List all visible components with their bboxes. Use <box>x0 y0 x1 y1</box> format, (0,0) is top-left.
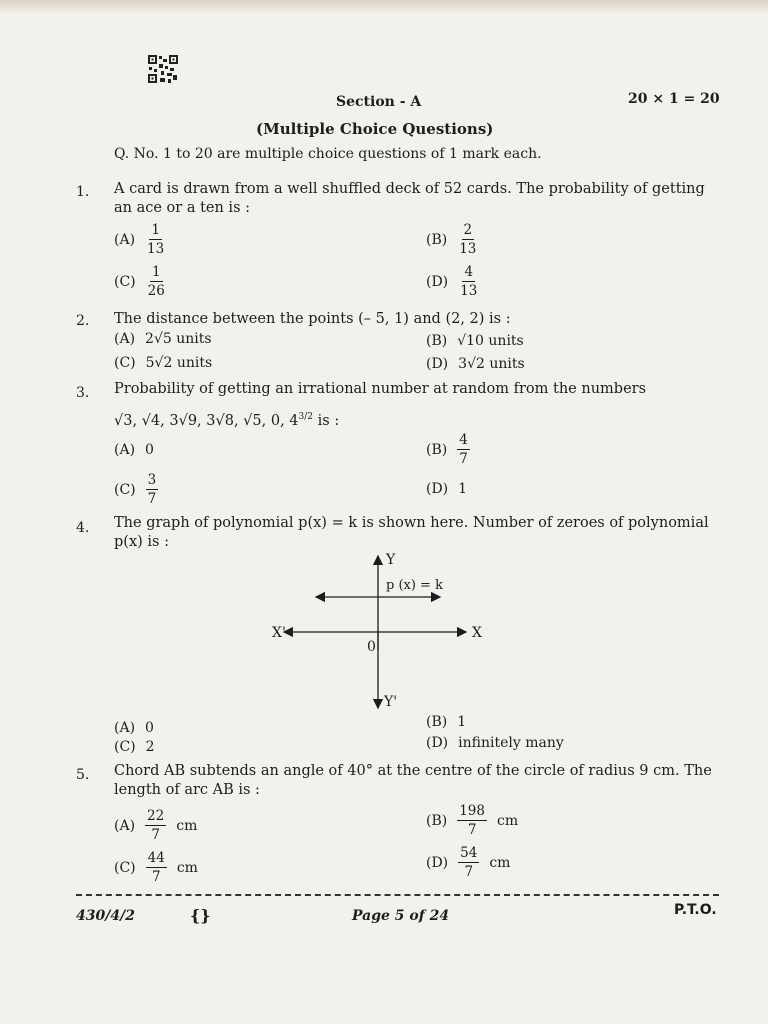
option-d <box>426 735 564 751</box>
denominator: 7 <box>147 491 157 507</box>
option-label: (B) <box>426 812 448 829</box>
numbers-list: √3, √4, 3√9, 3√8, √5, 0, 4 <box>114 412 299 429</box>
unit: cm <box>497 812 519 829</box>
denominator: 7 <box>459 451 468 467</box>
option-b <box>426 714 466 730</box>
numerator: 22 <box>147 808 165 824</box>
option-label: (C) <box>114 481 136 498</box>
pto-label: P.T.O. <box>674 902 717 918</box>
option-label: (D) <box>426 356 449 372</box>
fraction <box>457 222 478 257</box>
option-c <box>114 850 198 885</box>
x-axis-label: X <box>472 625 482 641</box>
option-d <box>426 481 467 497</box>
option-label: (D) <box>426 854 449 871</box>
option-label: (C) <box>114 355 136 371</box>
option-b <box>426 333 524 349</box>
denominator: 13 <box>459 241 477 257</box>
option-d <box>426 356 525 372</box>
option-d <box>426 264 479 299</box>
denominator: 13 <box>460 283 478 299</box>
option-label: (D) <box>426 273 449 290</box>
numerator: 54 <box>460 845 478 861</box>
line-label: p (x) = k <box>386 578 443 593</box>
fraction <box>146 850 167 885</box>
page-top-edge <box>0 0 768 14</box>
option-label: (D) <box>426 735 449 751</box>
exponent: 3/2 <box>298 412 314 422</box>
denominator: 7 <box>467 822 477 838</box>
y-prime-label: Y' <box>384 694 398 710</box>
question-text: Probability of getting an irrational number at random from the numbers <box>114 381 647 397</box>
instructions: Q. No. 1 to 20 are multiple choice questions of 1 mark each. <box>114 146 542 162</box>
option-value: infinitely many <box>458 735 564 751</box>
fraction <box>146 472 159 507</box>
option-label: (B) <box>426 231 448 248</box>
option-label: (A) <box>114 817 136 834</box>
option-b <box>426 222 478 257</box>
option-label: (C) <box>114 859 136 876</box>
option-a <box>114 720 154 736</box>
question-number: 2. <box>76 313 90 329</box>
fraction <box>145 222 166 257</box>
numerator: 2 <box>463 222 473 238</box>
denominator: 7 <box>151 827 160 843</box>
y-axis-label: Y <box>386 552 396 568</box>
numerator: 3 <box>147 472 157 488</box>
option-label: (A) <box>114 442 136 458</box>
option-value: 5√2 units <box>145 355 213 371</box>
question-text: A card is drawn from a well shuffled deck of 52 cards. The probability of getting an ace or a ten is : <box>114 181 705 216</box>
section-title: Section - A <box>336 94 422 110</box>
option-c <box>114 355 212 371</box>
option-value: 0 <box>145 720 154 736</box>
question-text: The graph of polynomial p(x) = k is shown here. Number of zeroes of polynomial p(x) is : <box>114 515 709 550</box>
option-c <box>114 264 167 299</box>
option-label: (A) <box>114 231 136 248</box>
fraction <box>458 845 479 880</box>
option-c <box>114 739 155 755</box>
x-prime-label: X' <box>272 625 286 641</box>
option-label: (C) <box>114 739 136 755</box>
option-value: √10 units <box>457 333 524 349</box>
footer-divider <box>76 894 719 896</box>
option-value: 1 <box>458 481 468 497</box>
option-label: (A) <box>114 331 136 347</box>
mcq-subtitle: (Multiple Choice Questions) <box>256 120 494 138</box>
denominator: 7 <box>464 864 474 880</box>
option-value: 3√2 units <box>458 356 525 372</box>
polynomial-graph <box>268 550 498 715</box>
option-value: 1 <box>457 714 467 730</box>
option-label: (D) <box>426 481 449 497</box>
denominator: 7 <box>151 869 161 885</box>
option-d <box>426 845 510 880</box>
fraction <box>146 264 167 299</box>
numerator: 1 <box>151 264 161 280</box>
option-label: (B) <box>426 441 448 458</box>
option-a <box>114 222 166 257</box>
option-b <box>426 432 470 467</box>
section-marks: 20 × 1 = 20 <box>628 91 720 107</box>
option-value: 2√5 units <box>145 331 212 347</box>
question-text: The distance between the points (– 5, 1) and (2, 2) is : <box>114 311 511 327</box>
question-text: Chord AB subtends an angle of 40° at the centre of the circle of radius 9 cm. The length of arc AB is : <box>114 763 712 798</box>
denominator: 13 <box>147 241 165 257</box>
braces-mark: {} <box>190 906 211 925</box>
fraction <box>457 803 487 838</box>
qr-code-icon <box>147 54 179 84</box>
unit: cm <box>489 854 511 871</box>
option-label: (B) <box>426 714 448 730</box>
option-a <box>114 808 197 843</box>
option-value: 2 <box>145 739 155 755</box>
question-number: 4. <box>76 520 90 536</box>
origin-label: 0 <box>367 639 376 655</box>
option-label: (B) <box>426 333 448 349</box>
numerator: 44 <box>147 850 165 866</box>
fraction <box>457 432 470 467</box>
fraction <box>145 808 166 843</box>
numerator: 4 <box>459 432 468 448</box>
numerator: 4 <box>464 264 474 280</box>
option-label: (A) <box>114 720 136 736</box>
numerator: 198 <box>459 803 485 819</box>
page-number: Page 5 of 24 <box>352 908 450 924</box>
question-numbers-list <box>114 408 339 431</box>
option-c <box>114 472 158 507</box>
question-number: 3. <box>76 385 90 401</box>
paper-code: 430/4/2 <box>76 908 135 924</box>
option-b <box>426 803 518 838</box>
numerator: 1 <box>151 222 160 238</box>
unit: cm <box>176 817 198 834</box>
list-end: is : <box>313 412 340 429</box>
question-number: 5. <box>76 767 90 783</box>
fraction <box>458 264 479 299</box>
unit: cm <box>176 859 198 876</box>
option-a <box>114 331 212 347</box>
option-label: (C) <box>114 273 136 290</box>
option-a <box>114 442 154 458</box>
denominator: 26 <box>147 283 165 299</box>
option-value: 0 <box>145 442 154 458</box>
question-number: 1. <box>76 184 90 200</box>
